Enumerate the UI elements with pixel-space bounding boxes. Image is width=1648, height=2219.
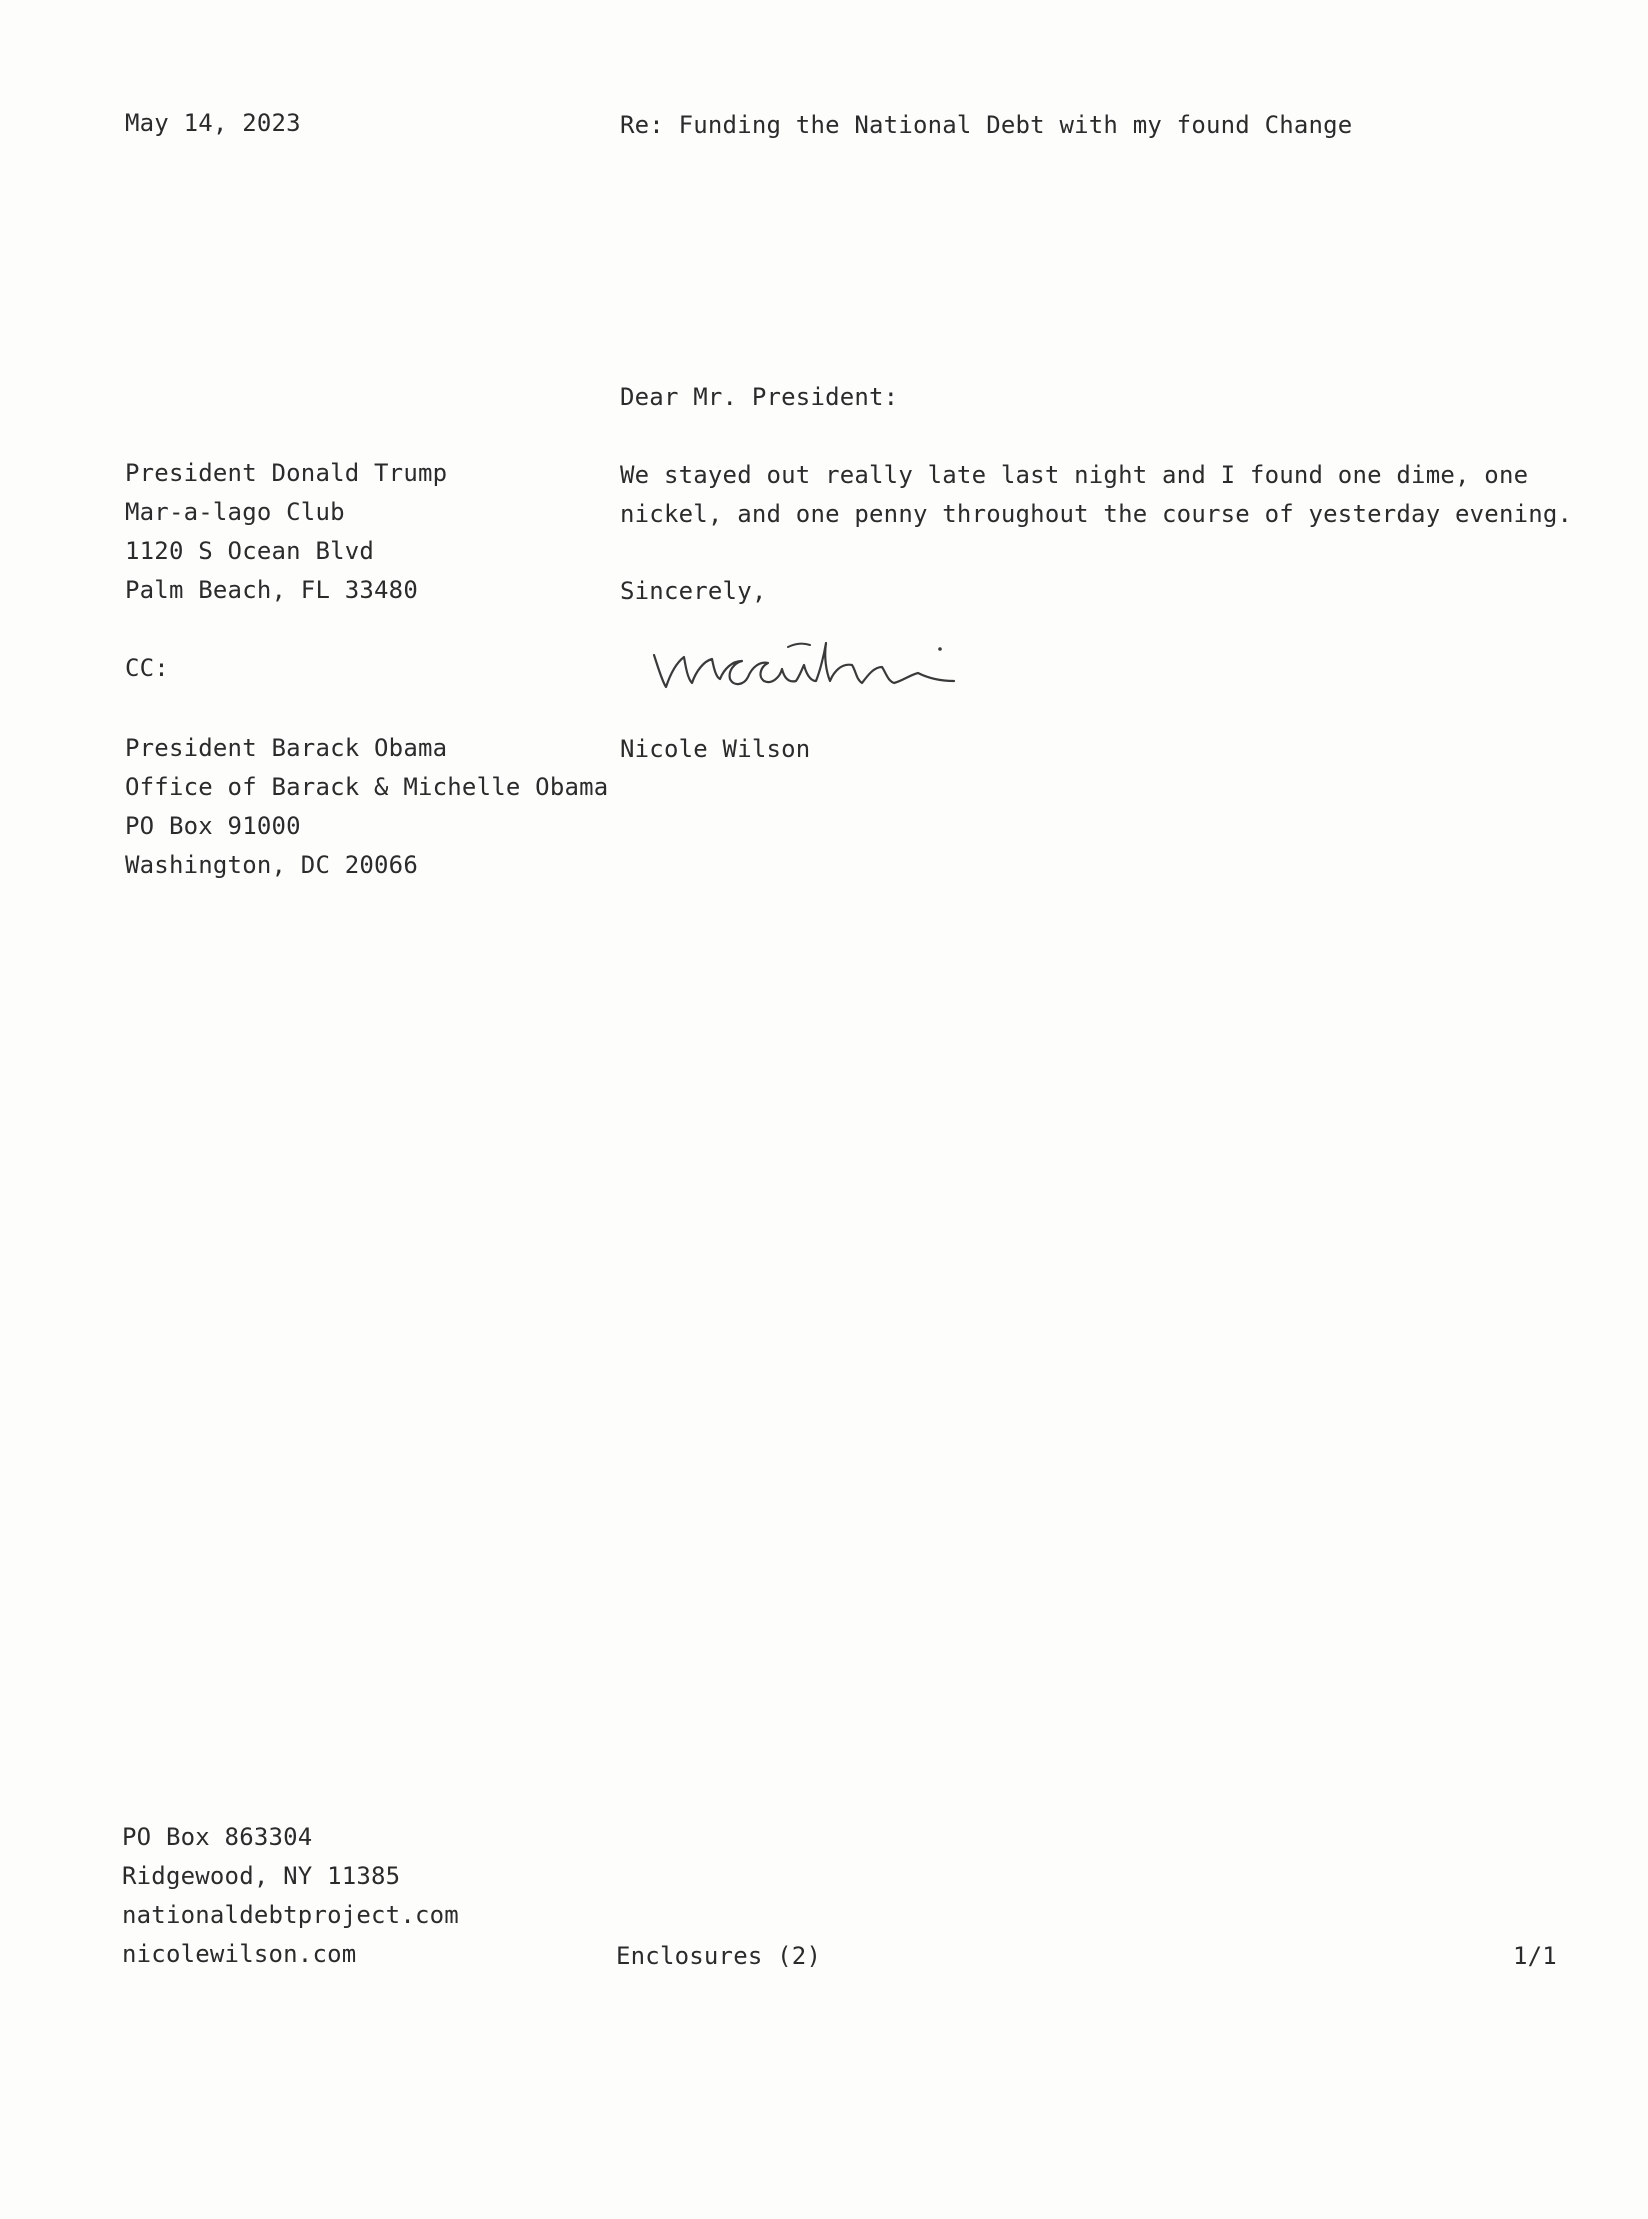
letter-subject: Re: Funding the National Debt with my found Change: [620, 111, 1353, 139]
recipient-organization: Mar-a-lago Club: [125, 498, 345, 526]
recipient-name: President Donald Trump: [125, 459, 448, 487]
sender-po-box: PO Box 863304: [122, 1823, 313, 1851]
page-number: 1/1: [1513, 1942, 1557, 1970]
cc-label: CC:: [125, 654, 169, 682]
cc-recipient-city: Washington, DC 20066: [125, 851, 418, 879]
recipient-city: Palm Beach, FL 33480: [125, 576, 418, 604]
sender-address: [122, 1818, 459, 1974]
sender-city: Ridgewood, NY 11385: [122, 1862, 401, 1890]
salutation: Dear Mr. President:: [620, 383, 899, 411]
recipient-address: [125, 454, 447, 610]
signer-name: Nicole Wilson: [620, 735, 811, 763]
letter-body: [620, 456, 1572, 534]
cc-recipient-name: President Barack Obama: [125, 734, 448, 762]
body-line: nickel, and one penny throughout the course of yesterday evening.: [620, 500, 1573, 528]
cc-recipient-office: Office of Barack & Michelle Obama: [125, 773, 609, 801]
body-line: We stayed out really late last night and I found one dime, one: [620, 461, 1529, 489]
cc-recipient-po-box: PO Box 91000: [125, 812, 301, 840]
enclosures-note: Enclosures (2): [616, 1942, 822, 1970]
handwritten-signature: [648, 625, 988, 705]
closing: Sincerely,: [620, 577, 767, 605]
letter-date: May 14, 2023: [125, 109, 301, 137]
recipient-street: 1120 S Ocean Blvd: [125, 537, 375, 565]
sender-website-project: nationaldebtproject.com: [122, 1901, 459, 1929]
sender-website-personal: nicolewilson.com: [122, 1940, 357, 1968]
cc-recipient-address: [125, 729, 608, 885]
